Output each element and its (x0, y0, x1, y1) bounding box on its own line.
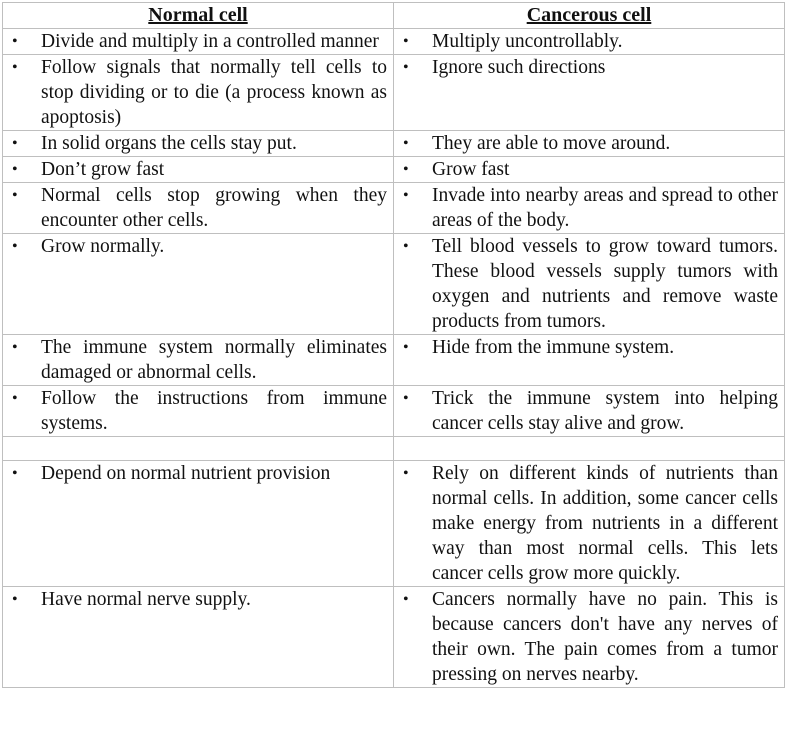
empty-cell (3, 437, 394, 461)
cancer-cell-text: Tell blood vessels to grow toward tumors. These blood vessels supply tumors with oxygen and nutrients and remove waste products from tumors. (432, 236, 778, 332)
normal-cell-entry (3, 157, 394, 183)
normal-cell-entry (3, 29, 394, 55)
cancer-cell-text: Invade into nearby areas and spread to other areas of the body. (432, 185, 778, 231)
bullet-icon: • (12, 591, 18, 608)
normal-cell-text: Depend on normal nutrient provision (41, 463, 331, 484)
table-row (3, 234, 785, 335)
table-row (3, 587, 785, 688)
cancer-cell-entry (394, 234, 785, 335)
bullet-icon: • (12, 33, 18, 50)
table-row (3, 55, 785, 131)
cancer-cell-entry (394, 587, 785, 688)
normal-cell-entry (3, 183, 394, 234)
table-row (3, 335, 785, 386)
normal-cell-text: Don’t grow fast (41, 159, 165, 180)
bullet-icon: • (12, 187, 18, 204)
cancer-cell-text: Grow fast (432, 159, 510, 180)
normal-cell-text: In solid organs the cells stay put. (41, 133, 297, 154)
bullet-icon: • (403, 135, 409, 152)
bullet-icon: • (12, 339, 18, 356)
bullet-icon: • (403, 390, 409, 407)
cancer-cell-text: They are able to move around. (432, 133, 671, 154)
table-row (3, 183, 785, 234)
cancer-cell-text: Ignore such directions (432, 57, 606, 78)
cancer-cell-entry (394, 183, 785, 234)
normal-cell-text: Grow normally. (41, 236, 165, 257)
normal-cell-text: Normal cells stop growing when they encounter other cells. (41, 185, 387, 231)
cancer-cell-entry (394, 335, 785, 386)
normal-cell-entry (3, 386, 394, 437)
table-row (3, 461, 785, 587)
header-normal-cell: Normal cell (3, 3, 394, 29)
bullet-icon: • (12, 238, 18, 255)
bullet-icon: • (12, 59, 18, 76)
bullet-icon: • (12, 135, 18, 152)
bullet-icon: • (403, 238, 409, 255)
bullet-icon: • (403, 339, 409, 356)
normal-cell-text: The immune system normally eliminates damaged or abnormal cells. (41, 337, 387, 383)
bullet-icon: • (12, 465, 18, 482)
bullet-icon: • (403, 465, 409, 482)
table-row (3, 29, 785, 55)
bullet-icon: • (403, 161, 409, 178)
cancer-cell-text: Trick the immune system into helping cancer cells stay alive and grow. (432, 388, 778, 434)
header-row (3, 3, 785, 29)
cancer-cell-text: Multiply uncontrollably. (432, 31, 623, 52)
empty-row (3, 437, 785, 461)
normal-cell-entry (3, 461, 394, 587)
normal-cell-entry (3, 587, 394, 688)
cancer-cell-entry (394, 29, 785, 55)
normal-cell-entry (3, 55, 394, 131)
cancer-cell-text: Cancers normally have no pain. This is because cancers don't have any nerves of their own. The pain comes from a tumor pressing on nerves nearby. (432, 589, 778, 685)
bullet-icon: • (403, 187, 409, 204)
normal-cell-text: Divide and multiply in a controlled manner (41, 31, 379, 52)
table-row (3, 386, 785, 437)
bullet-icon: • (403, 591, 409, 608)
table-row (3, 131, 785, 157)
normal-cell-entry (3, 335, 394, 386)
header-cancerous-cell: Cancerous cell (394, 3, 785, 29)
cancer-cell-entry (394, 461, 785, 587)
cancer-cell-entry (394, 386, 785, 437)
normal-cell-text: Follow signals that normally tell cells to stop dividing or to die (a process known as apoptosis) (41, 57, 387, 128)
normal-cell-text: Have normal nerve supply. (41, 589, 251, 610)
empty-cell (394, 437, 785, 461)
table-row (3, 157, 785, 183)
bullet-icon: • (403, 33, 409, 50)
comparison-table-container (2, 2, 785, 688)
cancer-cell-text: Hide from the immune system. (432, 337, 675, 358)
bullet-icon: • (12, 390, 18, 407)
bullet-icon: • (403, 59, 409, 76)
comparison-table (2, 2, 785, 688)
bullet-icon: • (12, 161, 18, 178)
normal-cell-text: Follow the instructions from immune systems. (41, 388, 387, 434)
normal-cell-entry (3, 131, 394, 157)
normal-cell-entry (3, 234, 394, 335)
cancer-cell-entry (394, 157, 785, 183)
cancer-cell-entry (394, 55, 785, 131)
cancer-cell-text: Rely on different kinds of nutrients than normal cells. In addition, some cancer cells make energy from nutrients in a different way than most normal cells. This lets cancer cells grow more quickly. (432, 463, 778, 584)
cancer-cell-entry (394, 131, 785, 157)
